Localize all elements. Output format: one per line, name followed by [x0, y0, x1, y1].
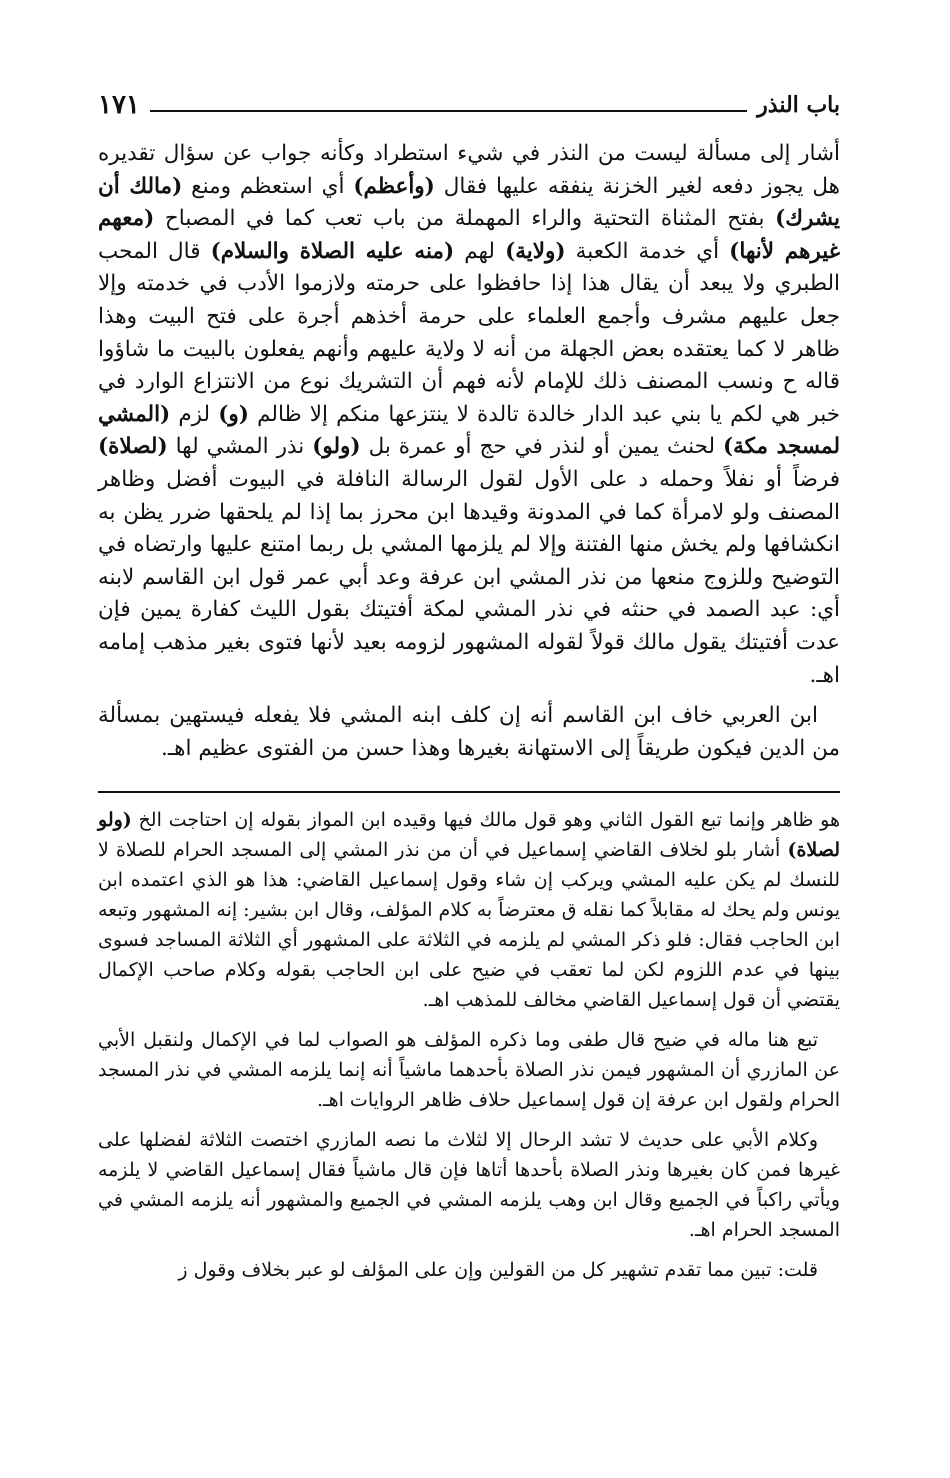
footnote-paragraph-2: تبع هنا ماله في ضيح قال طفى وما ذكره المؤلف هو الصواب لما في الإكمال ولنقبل الأبي عن المازري أن المشهور فيمن نذر الصلاة بأحدهما ماشياً أنه إنما يلزمه المشي في نذر المسجد الحرام ولقول ابن عرفة إن قول إسماعيل حلاف ظاهر الروايات اهـ. — [98, 1029, 840, 1112]
bold-matn: (لصلاة) — [98, 434, 168, 460]
text-run: بفتح المثناة التحتية والراء المهملة من باب تعب كما في المصباح — [154, 206, 776, 232]
text-run: أشار بلو لخلاف القاضي إسماعيل في أن من نذر المشي إلى المسجد الحرام للصلاة لا للنسك لم يكن عليه المشي ويركب إن شاء وقول إسماعيل القاضي: هذا هو الذي اعتمده ابن يونس ولم يحك له مقابلاً كما نقله ق معترضاً به كلام المؤلف، وقال ابن بشير: إنه المشهور وتبعه ابن الحاجب فقال: فلو ذكر المشي لم يلزمه في الثلاثة على المشهور أي الثلاثة المساجد فسوى بينها في عدم اللزوم لكن لما تعقب في ضيح على ابن الحاجب بقوله وكلام صاحب الإكمال يقتضي أن قول إسماعيل القاضي مخالف للمذهب اهـ. — [98, 839, 840, 1012]
text-run: أشار إلى مسألة ليست من النذر في شيء استطراد وكأنه جواب عن سؤال تقديره هل يجوز دفعه لغير الخزنة ينفقه عليها فقال — [98, 141, 840, 199]
bold-matn: (ولو) — [312, 434, 361, 460]
header-rule — [150, 110, 747, 112]
footnote-paragraph-1 — [98, 805, 840, 1015]
page-number: ١٧١ — [98, 90, 140, 120]
text-run: أي استعظم ومنع — [182, 173, 354, 199]
text-run: لهم — [454, 238, 506, 264]
text-run: لحنث يمين أو لنذر في حج أو عمرة بل — [360, 434, 723, 460]
running-head — [98, 78, 840, 118]
bold-matn: (و) — [218, 401, 249, 427]
bold-matn: (ولاية) — [505, 238, 566, 264]
footnote-paragraph-3: وكلام الأبي على حديث لا تشد الرحال إلا لثلاث ما نصه المازري اختصت الثلاثة لفضلها على غيرها فمن كان بغيرها ونذر الصلاة بأحدها أتاها فإن قال ماشياً فقال إسماعيل القاضي لا يلزمه ويأتي راكباً في الجميع وقال ابن وهب يلزمه المشي في الجميع والمشهور أنه يلزمه المشي في المسجد الحرام اهـ. — [98, 1129, 840, 1242]
bold-matn: (ولو لصلاة) — [98, 809, 840, 862]
text-run: قال المحب الطبري ولا يبعد أن يقال هذا إذا حافظوا على حرمته ولازموا الأدب في خدمته وإلا جعل عليهم مشرف وأجمع العلماء على حرمة أخذهم أجرة على فتح البيت وهذا ظاهر لا كما يعتقده بعض الجهلة من أنه لا ولاية عليهم وأنهم يفعلون بالبيت ما شاؤوا قاله ح ونسب المصنف ذلك للإمام لأنه فهم أن التشريك نوع من الانتزاع الوارد في خبر هي لكم يا بني عبد الدار خالدة تالدة لا ينتزعها منكم إلا ظالم — [98, 238, 840, 427]
footnote-separator — [98, 791, 840, 793]
text-run: هو ظاهر وإنما تبع القول الثاني وهو قول مالك فيها وقيده ابن المواز بقوله إن احتاجت الخ — [131, 809, 840, 832]
bold-matn: (منه عليه الصلاة والسلام) — [210, 238, 455, 264]
text-run: نذر المشي لها — [167, 434, 313, 460]
chapter-title: باب النذر — [757, 92, 840, 118]
bold-matn: (المشي لمسجد مكة) — [98, 401, 840, 460]
bold-matn: (مالك أن يشرك) — [98, 173, 840, 232]
main-paragraph-1 — [98, 138, 840, 692]
footnote-paragraph-4: قلت: تبين مما تقدم تشهير كل من القولين وإن على المؤلف لو عبر بخلاف وقول ز — [178, 1259, 818, 1282]
text-run: لزم — [170, 401, 219, 427]
book-page — [98, 78, 840, 1398]
bold-matn: (معهم غيرهم لأنها) — [98, 206, 841, 264]
main-text — [98, 138, 840, 765]
text-run: أي خدمة الكعبة — [565, 238, 730, 264]
bold-matn: (وأعظم) — [353, 173, 435, 199]
footnotes — [98, 805, 840, 1285]
text-run: فرضاً أو نفلاً وحمله د على الأول لقول الرسالة النافلة في البيوت أفضل وظاهر المصنف ولو لامرأة كما في المدونة وقيدها ابن محرز بما إذا لم يلحقها ضرر يظن به انكشافها ولم يخش منها الفتنة وإلا لم يلزمها المشي بل ربما امتنع عليها وارتضاه في التوضيح وللزوج منعها من نذر المشي ابن عرفة وعد أبي عمر قول ابن القاسم لابنه أي: عبد الصمد في حنثه في نذر المشي لمكة أفتيتك بقول الليث كفارة يمين فإن عدت أفتيتك يقول مالك قولاً لقوله المشهور لزومه بعيد لأنها فتوى بغير مذهب إمامه اهـ. — [98, 466, 840, 688]
main-paragraph-2: ابن العربي خاف ابن القاسم أنه إن كلف ابنه المشي فلا يفعله فيستهين بمسألة من الدين فيكون طريقاً إلى الاستهانة بغيرها وهذا حسن من الفتوى عظيم اهـ. — [98, 703, 840, 761]
